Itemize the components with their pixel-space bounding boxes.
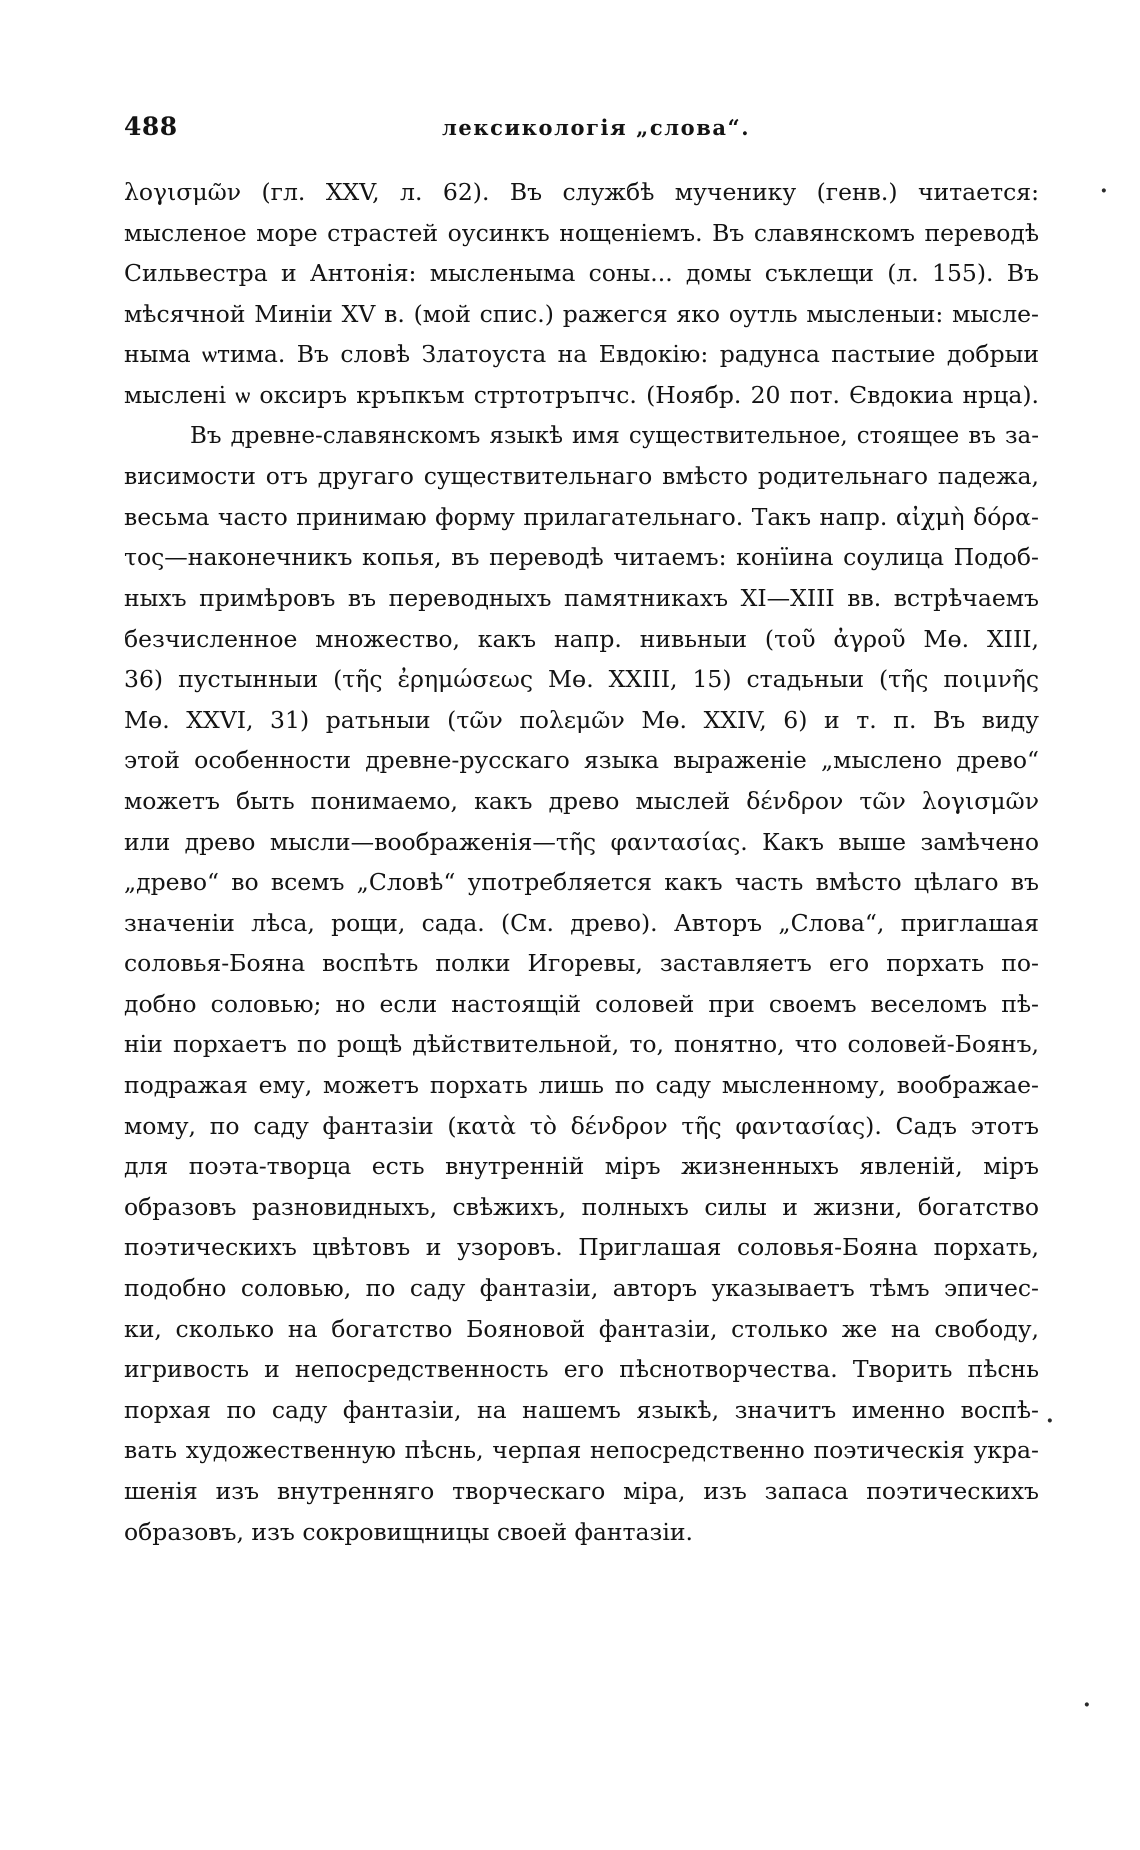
text-line: соловья-Бояна воспѣть полки Игоревы, заставляетъ его порхать по- [124,949,1039,978]
text-line: висимости отъ другаго существительнаго вмѣсто родительнаго падежа, [124,462,1039,491]
text-line: λογισμῶν (гл. XXV, л. 62). Въ службѣ мученику (генв.) читается: [124,178,1039,206]
text-line: ки, сколько на богатство Бояновой фантазіи, столько же на свободу, [124,1314,1039,1343]
text-line: ніи порхаетъ по рощѣ дѣйствительной, то, понятно, что соловей-Боянъ, [124,1030,1039,1059]
body-text [124,172,1039,1552]
text-line: образовъ разновидныхъ, свѣжихъ, полныхъ силы и жизни, богатство [124,1192,1039,1221]
text-line: ныма ѡтима. Въ словѣ Златоуста на Евдокію: радунса пастыие добрыи [124,340,1039,369]
text-line: Сильвестра и Антонія: мысленыма соны... домы съклещи (л. 155). Въ [124,259,1039,288]
text-line: весьма часто принимаю форму прилагательнаго. Такъ напр. αἰχμὴ δόρα- [124,502,1039,531]
text-line: добно соловью; но если настоящій соловей при своемъ веселомъ пѣ- [124,989,1039,1018]
text-line: шенія изъ внутренняго творческаго міра, изъ запаса поэтическихъ [124,1477,1039,1505]
text-line: значеніи лѣса, рощи, сада. (См. древо). Авторъ „Слова“, приглашая [124,908,1039,937]
text-line: мыслені ѡ оксиръ кръпкъм стртотръпчс. (Ноябр. 20 пот. Євдокиа нрца). [124,380,1039,409]
page-header [124,112,1039,152]
text-line: мѣсячной Минiи XV в. (мой спис.) ражегся яко оутль мысленыи: мысле- [124,299,1039,328]
stray-mark: · [1083,1692,1091,1718]
text-line: подражая ему, можетъ порхать лишь по саду мысленному, воображае- [124,1071,1039,1100]
text-line: ныхъ примѣровъ въ переводныхъ памятникахъ XI—XIII вв. встрѣчаемъ [124,583,1039,612]
text-line: этой особенности древне-русскаго языка выраженіе „мыслено древо“ [124,746,1039,775]
stray-mark: · [1100,178,1108,204]
text-line: 36) пустынныи (τῆς ἐρημώσεως Мө. XXIII, 15) стадьныи (τῆς ποιμνῆς [124,665,1039,694]
text-line: игривость и непосредственность его пѣснотворчества. Творить пѣснь [124,1355,1039,1384]
text-line: безчисленное множество, какъ напр. нивьныи (τοῦ ἀγροῦ Мө. XIII, [124,624,1039,653]
text-line: подобно соловью, по саду фантазіи, авторъ указываетъ тѣмъ эпичес- [124,1274,1039,1303]
text-line: мысленое море страстей оусинкъ нощеніемъ. Въ славянскомъ переводѣ [124,218,1039,247]
text-line: или древо мысли—воображенія—τῆς φαντασίας. Какъ выше замѣчено [124,827,1039,856]
text-line: образовъ, изъ сокровищницы своей фантазіи. [124,1517,694,1546]
text-line: τος—наконечникъ копья, въ переводѣ читаемъ: конїина соулица Подоб- [124,543,1039,572]
text-line: поэтическихъ цвѣтовъ и узоровъ. Приглашая соловья-Бояна порхать, [124,1233,1039,1262]
text-line: вать художественную пѣснь, черпая непосредственно поэтическія укра- [124,1436,1039,1465]
running-title: лексикологія „слова“. [442,115,751,140]
text-line: Мө. XXVI, 31) ратьныи (τῶν πολεμῶν Мө. XXIV, 6) и т. п. Въ виду [124,705,1039,734]
text-line: Въ древне-славянскомъ языкѣ имя существительное, стоящее въ за- [190,422,1039,449]
stray-mark: · [1046,1408,1054,1434]
text-line: можетъ быть понимаемо, какъ древо мыслей δένδρον τῶν λογισμῶν [124,786,1039,815]
page-number: 488 [124,112,178,141]
text-line: для поэта-творца есть внутренній міръ жизненныхъ явленій, міръ [124,1152,1039,1181]
text-line: мому, по саду фантазіи (κατὰ τὸ δένδρον τῆς φαντασίας). Садъ этотъ [124,1111,1039,1140]
text-line: порхая по саду фантазіи, на нашемъ языкѣ, значитъ именно воспѣ- [124,1395,1039,1424]
text-line: „древо“ во всемъ „Словѣ“ употребляется какъ часть вмѣсто цѣлаго въ [124,868,1039,897]
